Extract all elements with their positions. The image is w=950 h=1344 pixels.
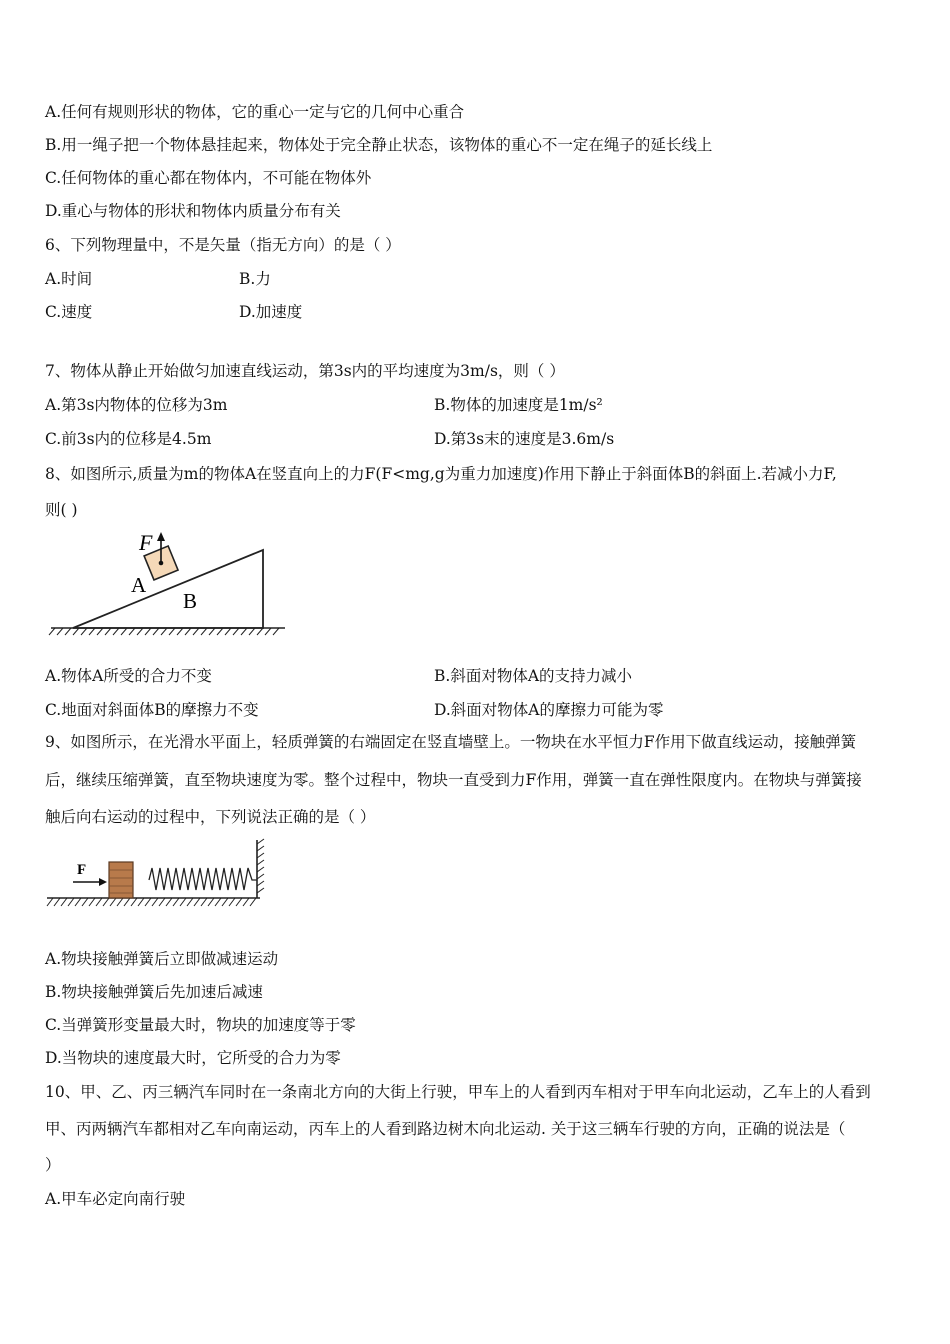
q6-option-b: B.力: [239, 270, 271, 288]
spring-figure: [45, 836, 270, 916]
q9-option-b: B.物块接触弹簧后先加速后减速: [45, 983, 263, 1001]
q6-stem: 6、下列物理量中，不是矢量（指无方向）的是（ ）: [45, 236, 401, 254]
q8-stem-line2: 则( ): [45, 501, 78, 519]
q8-stem-line1: 8、如图所示,质量为m的物体A在竖直向上的力F(F<mg,g为重力加速度)作用下静止于斜面体B的斜面上.若减小力F,: [45, 465, 837, 483]
q5-option-a: A.任何有规则形状的物体，它的重心一定与它的几何中心重合: [45, 103, 465, 121]
block: [109, 862, 133, 898]
floor-hatching: [47, 898, 256, 906]
q10-stem-line1: 10、甲、乙、丙三辆汽车同时在一条南北方向的大街上行驶，甲车上的人看到丙车相对于甲车向北运动，乙车上的人看到: [45, 1083, 871, 1101]
force-arrow-head: [157, 532, 165, 541]
force-label: F: [77, 862, 87, 878]
q9-option-c: C.当弹簧形变量最大时，物块的加速度等于零: [45, 1016, 356, 1034]
q9-option-a: A.物块接触弹簧后立即做减速运动: [45, 950, 279, 968]
q5-option-c: C.任何物体的重心都在物体内，不可能在物体外: [45, 169, 372, 187]
spring: [149, 868, 257, 890]
q8-option-a: A.物体A所受的合力不变: [45, 667, 212, 685]
q6-option-c: C.速度: [45, 303, 93, 321]
q8-option-b: B.斜面对物体A的支持力减小: [434, 667, 633, 685]
q9-stem-line1: 9、如图所示，在光滑水平面上，轻质弹簧的右端固定在竖直墙壁上。一物块在水平恒力F作用下做直线运动，接触弹簧: [45, 733, 857, 751]
q10-stem-line3: ）: [45, 1156, 61, 1174]
q9-option-d: D.当物块的速度最大时，它所受的合力为零: [45, 1049, 341, 1067]
force-arrow-head: [99, 878, 107, 886]
incline-b-label: B: [183, 589, 198, 613]
q5-option-d: D.重心与物体的形状和物体内质量分布有关: [45, 202, 341, 220]
q5-option-b: B.用一绳子把一个物体悬挂起来，物体处于完全静止状态，该物体的重心不一定在绳子的延长线上: [45, 136, 713, 154]
incline-figure: [45, 530, 295, 638]
q10-option-a: A.甲车必定向南行驶: [45, 1190, 186, 1208]
q9-stem-line2: 后，继续压缩弹簧，直至物块速度为零。整个过程中，物块一直受到力F作用，弹簧一直在弹性限度内。在物块与弹簧接: [45, 771, 862, 789]
q7-option-c: C.前3s内的位移是4.5m: [45, 430, 212, 448]
q7-option-a: A.第3s内物体的位移为3m: [45, 396, 228, 414]
force-label: F: [139, 530, 153, 555]
q6-option-a: A.时间: [45, 270, 93, 288]
block-a-label: A: [131, 573, 147, 597]
q6-option-d: D.加速度: [239, 303, 303, 321]
q8-option-d: D.斜面对物体A的摩擦力可能为零: [434, 701, 664, 719]
ground-hatching: [49, 628, 279, 635]
q7-option-b: B.物体的加速度是1m/s²: [434, 396, 603, 414]
q10-stem-line2: 甲、丙两辆汽车都相对乙车向南运动，丙车上的人看到路边树木向北运动. 关于这三辆车行驶的方向，正确的说法是（: [45, 1120, 846, 1138]
q8-option-c: C.地面对斜面体B的摩擦力不变: [45, 701, 259, 719]
q7-stem: 7、物体从静止开始做匀加速直线运动，第3s内的平均速度为3m/s，则（ ）: [45, 362, 565, 380]
wall-hatching: [257, 839, 264, 893]
q9-stem-line3: 触后向右运动的过程中，下列说法正确的是（ ）: [45, 808, 376, 826]
q7-option-d: D.第3s末的速度是3.6m/s: [434, 430, 615, 448]
